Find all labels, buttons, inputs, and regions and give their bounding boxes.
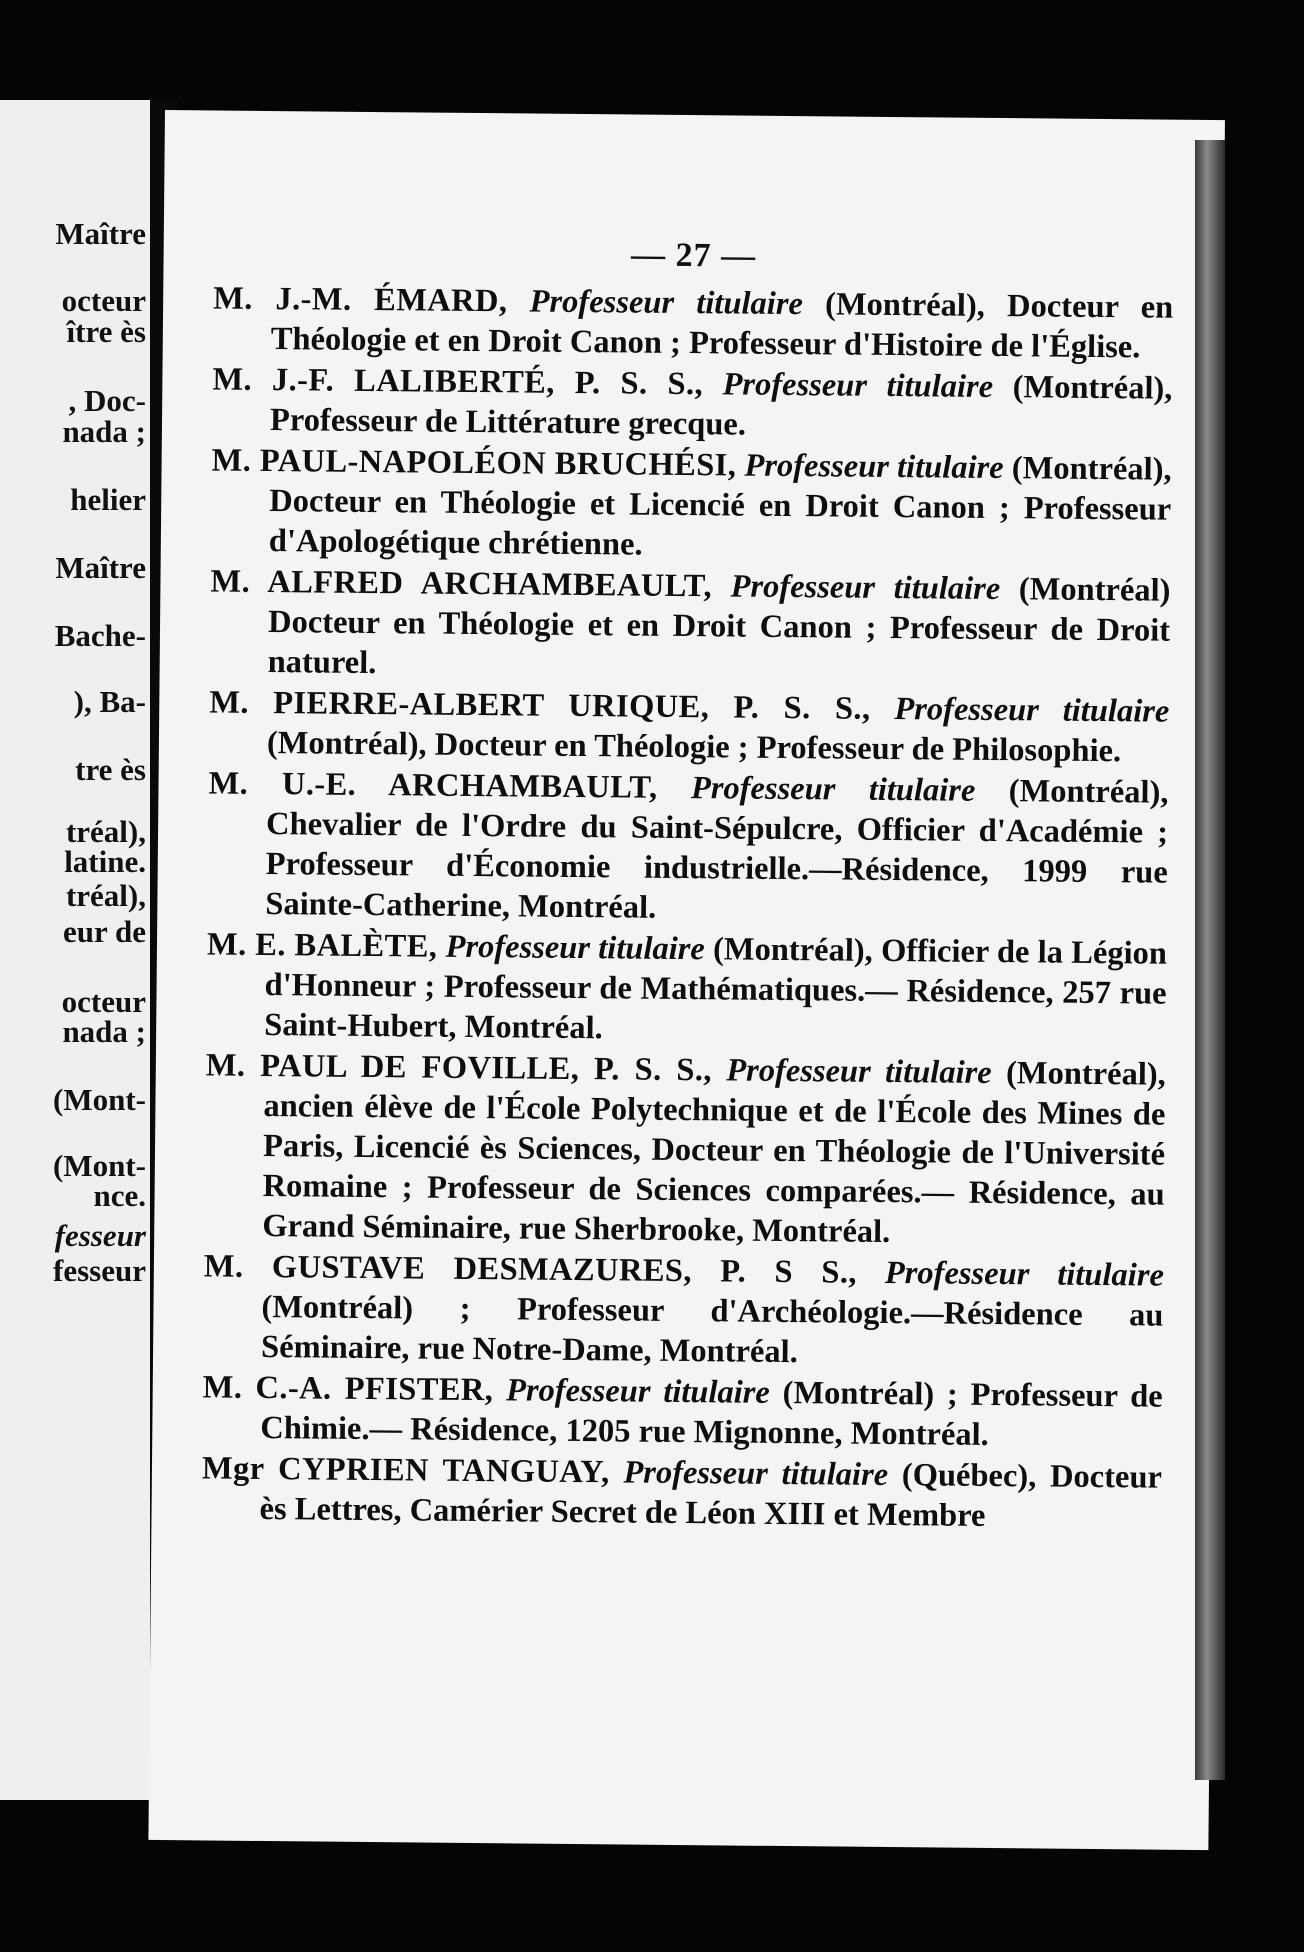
faculty-entry bbox=[213, 278, 1174, 367]
professor-details: (Montréal), ancien élève de l'École Polytechnique et de l'École des Mines de Paris, Licencié ès Sciences, Docteur en Théologie de l'Université Romaine ; Professeur de Sciences comparées.— Résidence, au Grand Séminaire, rue Sherbrooke, Montréal. bbox=[262, 1055, 1166, 1251]
professor-name: M. E. BALÈTE, bbox=[206, 926, 438, 965]
left-page-fragment: nada ; bbox=[62, 414, 146, 449]
faculty-entry bbox=[210, 561, 1171, 690]
professor-name: M. PAUL-NAPOLÉON BRUCHÉSI, bbox=[211, 442, 737, 484]
professor-title: Professeur titulaire bbox=[726, 1052, 992, 1091]
left-page-fragment: nce. bbox=[93, 1178, 146, 1213]
professor-title: Professeur titulaire bbox=[722, 366, 994, 405]
page-number: — 27 — bbox=[630, 236, 757, 275]
faculty-entry bbox=[212, 359, 1173, 448]
professor-details: (Montréal), Officier de la Légion d'Honneur ; Professeur de Mathématiques.— Résidence, 257 rue Saint-Hubert, Montréal. bbox=[264, 931, 1168, 1047]
professor-name: M. PIERRE-ALBERT URIQUE, P. S. S., bbox=[209, 684, 871, 727]
faculty-entry bbox=[201, 1448, 1162, 1537]
left-page-fragment: eur de bbox=[63, 914, 146, 949]
professor-details: (Montréal), Docteur en Théologie et Licencié en Droit Canon ; Professeur d'Apologétique chrétienne. bbox=[268, 450, 1172, 563]
left-page-fragment: Maître bbox=[55, 550, 146, 585]
professor-details: (Montréal), Docteur en Théologie et en Droit Canon ; Professeur d'Histoire de l'Église. bbox=[270, 286, 1174, 366]
faculty-entry bbox=[204, 1045, 1166, 1254]
left-page-fragment: helier bbox=[70, 482, 146, 517]
professor-name: M. C.-A. PFISTER, bbox=[202, 1369, 494, 1409]
left-page-fragment: octeur bbox=[61, 984, 146, 1019]
left-page-fragment: Bache- bbox=[54, 618, 146, 653]
professor-name: M. J.-M. ÉMARD, bbox=[213, 280, 508, 320]
left-page-fragment: ître ès bbox=[66, 314, 146, 349]
page-stack-edge bbox=[1195, 140, 1225, 1780]
left-page-fragment: fesseur bbox=[53, 1253, 146, 1288]
left-page-fragment: Maître bbox=[55, 216, 146, 251]
professor-name: Mgr CYPRIEN TANGUAY, bbox=[201, 1450, 610, 1491]
professor-title: Professeur titulaire bbox=[744, 447, 1004, 487]
professor-name: M. U.-E. ARCHAMBAULT, bbox=[208, 765, 658, 806]
left-page-fragment: ), Ba- bbox=[73, 684, 146, 719]
professor-details: (Montréal), Professeur de Littérature grecque. bbox=[269, 369, 1173, 443]
professor-title: Professeur titulaire bbox=[884, 1254, 1165, 1294]
left-page-fragment: tre ès bbox=[75, 752, 146, 787]
left-page-fragment: latine. bbox=[64, 844, 146, 879]
professor-title: Professeur titulaire bbox=[623, 1454, 889, 1494]
professor-name: M. GUSTAVE DESMAZURES, P. S S., bbox=[203, 1248, 858, 1291]
professor-name: M. PAUL DE FOVILLE, P. S. S., bbox=[205, 1047, 713, 1089]
professor-title: Professeur titulaire bbox=[690, 770, 976, 809]
previous-page-edge bbox=[0, 100, 150, 1800]
professor-details: (Montréal) ; Professeur de Chimie.— Résidence, 1205 rue Mignonne, Montréal. bbox=[260, 1374, 1163, 1453]
professor-name: M. ALFRED ARCHAMBEAULT, bbox=[210, 563, 713, 605]
professor-name: M. J.-F. LALIBERTÉ, P. S. S., bbox=[212, 361, 704, 403]
faculty-entry bbox=[211, 440, 1172, 569]
left-page-fragment: tréal), bbox=[65, 878, 146, 913]
left-page-fragment: (Mont- bbox=[53, 1148, 146, 1183]
left-page-fragment: fesseur bbox=[54, 1218, 146, 1253]
professor-details: (Montréal), Chevalier de l'Ordre du Saint-Sépulcre, Officier d'Académie ; Professeur d'Économie industrielle.—Résidence, 1999 rue Sainte-Catherine, Montréal. bbox=[265, 773, 1169, 926]
faculty-entry bbox=[206, 924, 1167, 1053]
professor-details: (Montréal) Docteur en Théologie et en Droit Canon ; Professeur de Droit naturel. bbox=[267, 571, 1171, 682]
professor-details: (Québec), Docteur ès Lettres, Camérier Secret de Léon XIII et Membre bbox=[259, 1457, 1163, 1534]
professor-title: Professeur titulaire bbox=[894, 691, 1170, 730]
faculty-list bbox=[201, 278, 1173, 1538]
book-page bbox=[148, 110, 1225, 1850]
professor-title: Professeur titulaire bbox=[445, 928, 705, 968]
professor-details: (Montréal) ; Professeur d'Archéologie.—Résidence au Séminaire, rue Notre-Dame, Montréal. bbox=[260, 1288, 1164, 1371]
professor-title: Professeur titulaire bbox=[529, 283, 804, 323]
left-page-fragment: (Mont- bbox=[53, 1082, 146, 1117]
professor-title: Professeur titulaire bbox=[730, 568, 1001, 608]
left-page-fragment: nada ; bbox=[62, 1014, 146, 1049]
left-page-fragment: octeur bbox=[61, 283, 146, 318]
faculty-entry bbox=[203, 1246, 1164, 1375]
left-page-fragment: , Doc- bbox=[68, 383, 146, 418]
professor-title: Professeur titulaire bbox=[505, 1372, 771, 1411]
left-page-fragment: tréal), bbox=[65, 814, 146, 849]
faculty-entry bbox=[202, 1367, 1163, 1456]
faculty-entry bbox=[209, 682, 1170, 771]
faculty-entry bbox=[207, 763, 1168, 932]
professor-details: (Montréal), Docteur en Théologie ; Professeur de Philosophie. bbox=[266, 725, 1122, 770]
